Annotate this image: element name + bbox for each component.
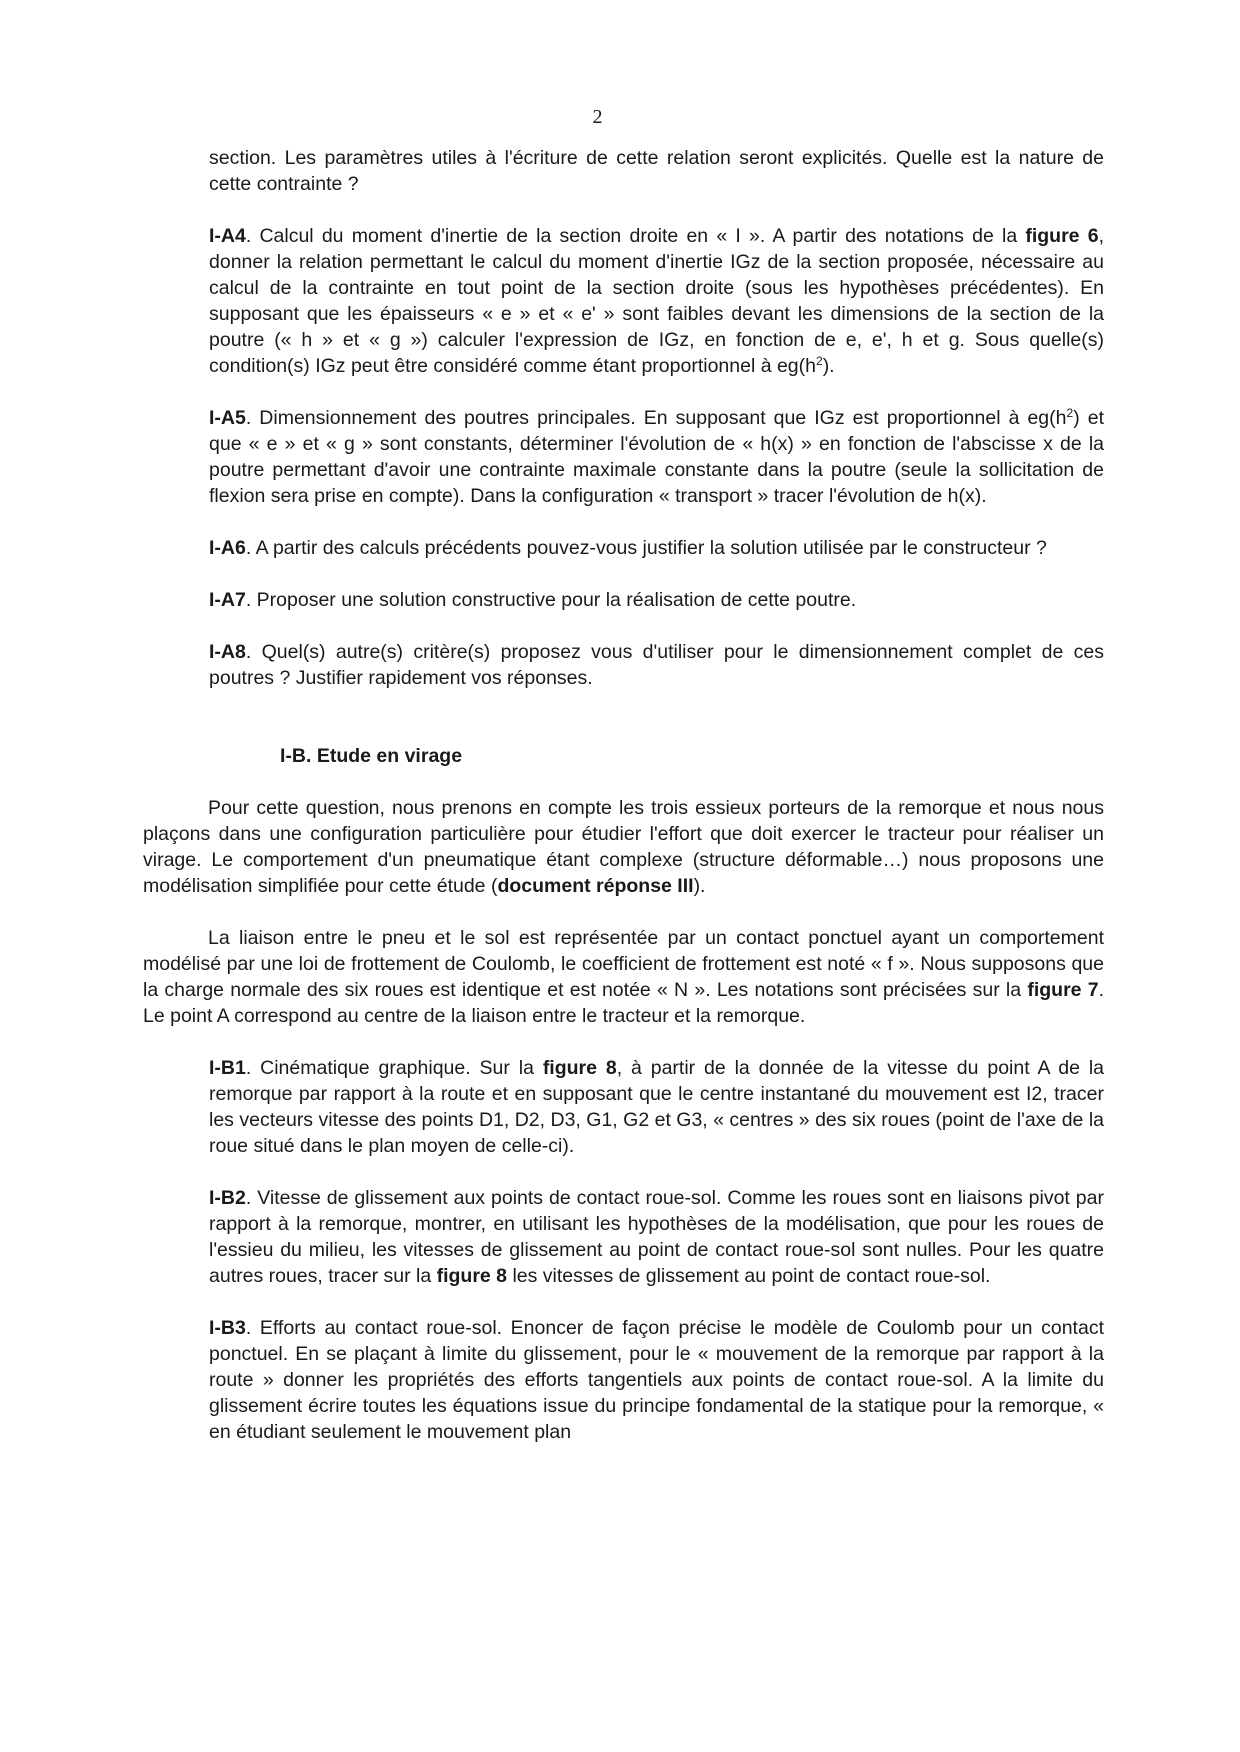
question-i-b2 (209, 1185, 1104, 1289)
paragraph-text: . Le point A correspond au centre de la liaison entre le tracteur et la remorque. (143, 979, 1105, 1027)
question-label: I-A7 (209, 589, 246, 611)
question-text: . Vitesse de glissement aux points de contact roue-sol. Comme les roues sont en liaisons pivot par rapport à la remorque, montrer, en utilisant les hypothèses de la modélisation, que pour les roues de l'essieu du milieu, les vitesses de glissement au point de contact roue-sol sont nulles. Pour les quatre autres roues, tracer sur la (209, 1187, 1104, 1287)
paragraph-text: ). (693, 875, 706, 897)
paragraph-text: Pour cette question, nous prenons en compte les trois essieux porteurs de la remorque et nous nous plaçons dans une configuration particulière pour étudier l'effort que doit exercer le tracteur pour réaliser un virage. Le comportement d'un pneumatique étant complexe (structure déformable…) nous proposons une modélisation simplifiée pour cette étude ( (143, 797, 1104, 897)
question-label: I-B1 (209, 1057, 246, 1079)
question-text: . Efforts au contact roue-sol. Enoncer de façon précise le modèle de Coulomb pour un contact ponctuel. En se plaçant à limite du glissement, pour le « mouvement de la remorque par rapport à la route » donner les propriétés des efforts tangentiels aux points de contact roue-sol. A la limite du glissement écrire toutes les équations issue du principe fondamental de la statique pour la remorque, « en étudiant seulement le mouvement plan (209, 1317, 1104, 1443)
question-label: I-A8 (209, 641, 246, 663)
question-label: I-A5 (209, 407, 246, 429)
question-label: I-B3 (209, 1317, 246, 1339)
question-i-a5 (209, 405, 1104, 509)
question-text: . Proposer une solution constructive pour la réalisation de cette poutre. (245, 589, 857, 611)
question-i-a6 (209, 535, 1104, 561)
question-text: . Dimensionnement des poutres principales. En supposant que IGz est proportionnel à eg(h (245, 407, 1067, 429)
question-i-a4 (209, 223, 1104, 379)
superscript: 2 (1066, 406, 1074, 420)
question-text: ) et que « e » et « g » sont constants, déterminer l'évolution de « h(x) » en fonction de l'abscisse x de la poutre permettant d'avoir une contrainte maximale constante dans la poutre (seule la sollicitation de flexion sera prise en compte). Dans la configuration « transport » tracer l'évolution de h(x). (209, 407, 1104, 507)
question-text: . Calcul du moment d'inertie de la section droite en « I ». A partir des notations de la (245, 225, 1026, 247)
section-title: I-B. Etude en virage (280, 745, 463, 767)
question-text: , donner la relation permettant le calcul du moment d'inertie IGz de la section proposée, nécessaire au calcul de la contrainte en tout point de la section droite (sous les hypothèses précédentes). En supposant que les épaisseurs « e » et « e' » sont faibles devant les dimensions de la section de la poutre (« h » et « g ») calculer l'expression de IGz, en fonction de e, e', h et g. Sous quelle(s) condition(s) IGz peut être considéré comme étant proportionnel à eg(h (209, 225, 1104, 377)
figure-reference: figure 8 (542, 1057, 617, 1079)
figure-reference: figure 6 (1025, 225, 1099, 247)
paragraph-text: La liaison entre le pneu et le sol est représentée par un contact ponctuel ayant un comportement modélisé par une loi de frottement de Coulomb, le coefficient de frottement est noté « f ». Nous supposons que la charge normale des six roues est identique et est notée « N ». Les notations sont précisées sur la (143, 927, 1104, 1001)
question-text: , à partir de la donnée de la vitesse du point A de la remorque par rapport à la route et en supposant que le centre instantané du mouvement est I2, tracer les vecteurs vitesse des points D1, D2, D3, G1, G2 et G3, « centres » des six roues (point de l'axe de la roue situé dans le plan moyen de celle-ci). (209, 1057, 1104, 1157)
figure-reference: figure 8 (436, 1265, 508, 1287)
question-i-b1 (209, 1055, 1104, 1159)
question-text: . A partir des calculs précédents pouvez-vous justifier la solution utilisée par le constructeur ? (245, 537, 1047, 559)
question-label: I-A6 (209, 537, 246, 559)
question-label: I-A4 (209, 225, 246, 247)
page-number: 2 (592, 106, 603, 128)
document-body (0, 145, 1240, 1445)
question-text: ). (822, 355, 835, 377)
question-text: les vitesses de glissement au point de contact roue-sol. (507, 1265, 991, 1287)
figure-reference: figure 7 (1027, 979, 1099, 1001)
question-i-a7 (209, 587, 1104, 613)
body-paragraph (143, 925, 1104, 1029)
document-reference: document réponse III (497, 875, 694, 897)
question-label: I-B2 (209, 1187, 246, 1209)
body-paragraph (143, 795, 1104, 899)
question-i-b3 (209, 1315, 1104, 1445)
question-text: . Quel(s) autre(s) critère(s) proposez vous d'utiliser pour le dimensionnement complet de ces poutres ? Justifier rapidement vos réponses. (209, 641, 1104, 689)
intro-paragraph: section. Les paramètres utiles à l'écriture de cette relation seront explicités. Quelle est la nature de cette contrainte ? (209, 147, 1104, 195)
question-i-a8 (209, 639, 1104, 691)
superscript: 2 (816, 354, 823, 368)
question-text: . Cinématique graphique. Sur la (245, 1057, 543, 1079)
